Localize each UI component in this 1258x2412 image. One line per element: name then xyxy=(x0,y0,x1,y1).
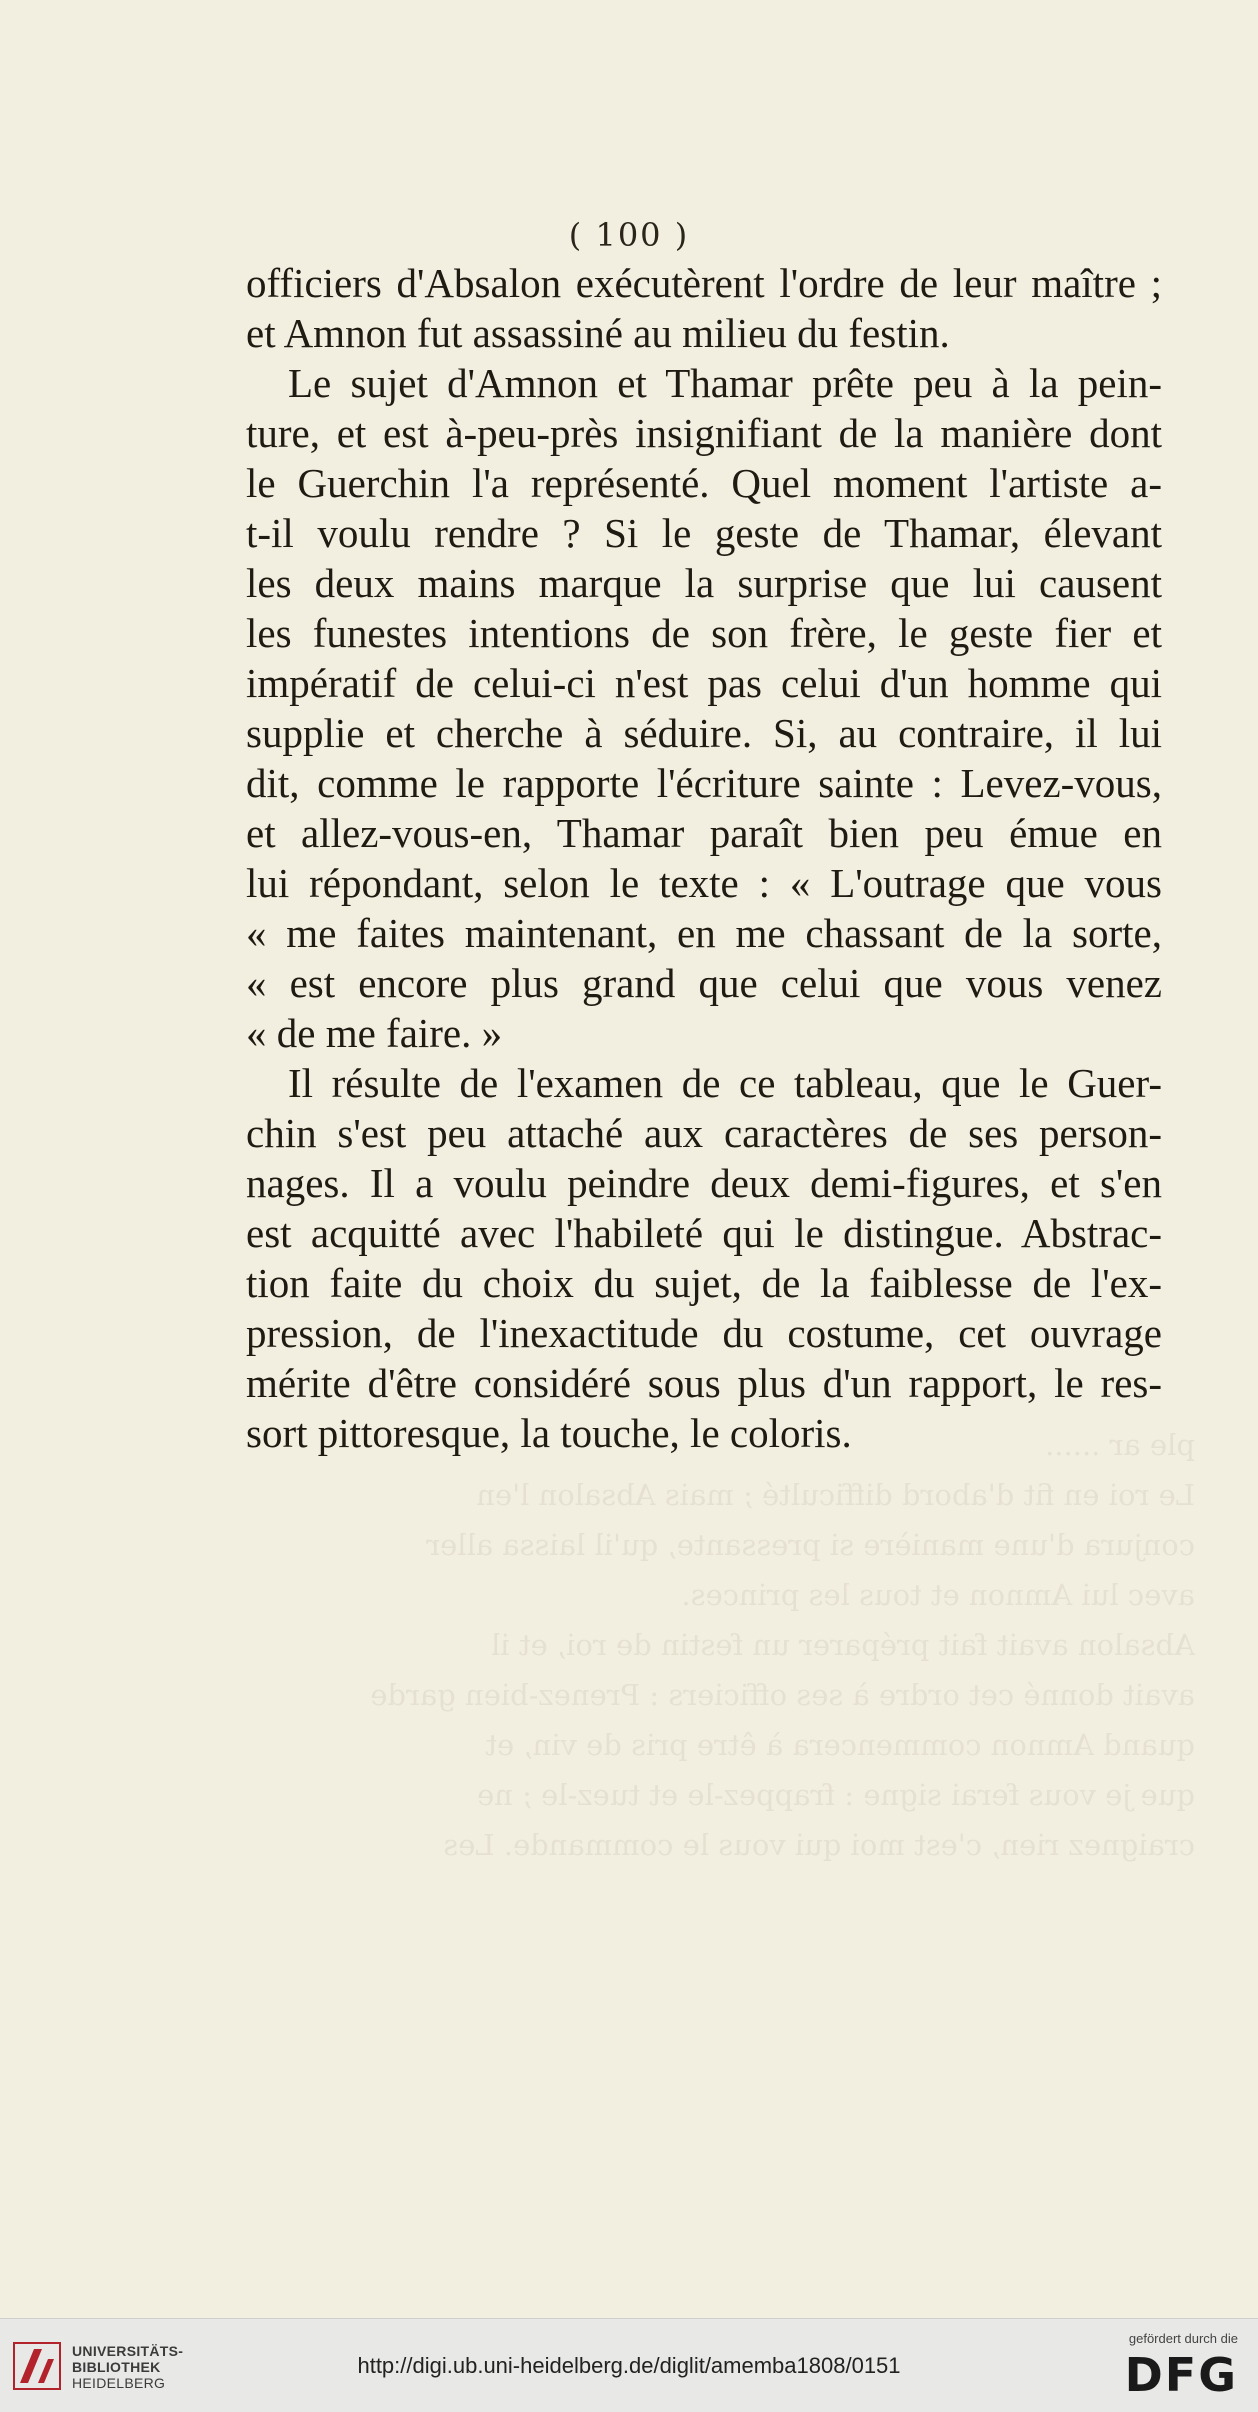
text-line: « est encore plus grand que celui que vous venez xyxy=(246,960,1162,1006)
library-name-line: BIBLIOTHEK xyxy=(72,2359,161,2375)
text-line: Le sujet d'Amnon et Thamar prête peu à la pein- xyxy=(288,360,1162,406)
funding-notice xyxy=(1068,2331,1238,2400)
text-line: les deux mains marque la surprise que lui causent xyxy=(246,560,1162,606)
library-name-line: UNIVERSITÄTS- xyxy=(72,2343,184,2359)
dfg-logo: DFG xyxy=(1124,2348,1238,2402)
text-line: les funestes intentions de son frère, le geste fier et xyxy=(246,610,1162,656)
text-line: lui répondant, selon le texte : « L'outrage que vous xyxy=(246,860,1162,906)
text-line: officiers d'Absalon exécutèrent l'ordre de leur maître ; xyxy=(246,260,1162,306)
text-line: supplie et cherche à séduire. Si, au contraire, il lui xyxy=(246,710,1162,756)
text-line: nages. Il a voulu peindre deux demi-figures, et s'en xyxy=(246,1160,1162,1206)
text-line: « de me faire. » xyxy=(246,1010,503,1056)
text-line: sort pittoresque, la touche, le coloris. xyxy=(246,1410,852,1456)
text-line: Il résulte de l'examen de ce tableau, que le Guer- xyxy=(288,1060,1162,1106)
text-line: ture, et est à-peu-près insignifiant de la manière dont xyxy=(246,410,1162,456)
text-line: tion faite du choix du sujet, de la faiblesse de l'ex- xyxy=(246,1260,1162,1306)
footer-bar xyxy=(0,2318,1258,2412)
permalink-url[interactable]: http://digi.ub.uni-heidelberg.de/diglit/amemba1808/0151 xyxy=(357,2353,901,2378)
text-line: impératif de celui-ci n'est pas celui d'un homme qui xyxy=(246,660,1162,706)
text-line: mérite d'être considéré sous plus d'un rapport, le res- xyxy=(246,1360,1162,1406)
body-text xyxy=(246,258,1162,1458)
text-line: « me faites maintenant, en me chassant de la sorte, xyxy=(246,910,1162,956)
funding-text: gefördert durch die xyxy=(1128,2331,1238,2346)
text-line: et allez-vous-en, Thamar paraît bien peu émue en xyxy=(246,810,1162,856)
library-name-line: HEIDELBERG xyxy=(72,2375,166,2391)
show-through-text: ple ar ...... Le roi en fit d'abord difficulté ; mais Absalon l'en conjura d'une manière si pressante, qu'il laissa aller avec lui Amnon et tous les princes. Absalon avait fait préparer un festin de roi, et il avait donné cet ordre à ses officiers : Prenez-bien garde quand Amnon commencera à être pris de vin, et que je vous ferai signe : frappez-le et tuez-le ; ne craignez rien, c'est moi qui vous le commande. Les xyxy=(370,1428,1195,1862)
text-line: le Guerchin l'a représenté. Quel moment l'artiste a- xyxy=(246,460,1162,506)
page-number: ( 100 ) xyxy=(568,216,690,254)
text-line: dit, comme le rapporte l'écriture sainte : Levez-vous, xyxy=(246,760,1162,806)
text-line: et Amnon fut assassiné au milieu du festin. xyxy=(246,310,950,356)
text-line: chin s'est peu attaché aux caractères de ses person- xyxy=(246,1110,1162,1156)
text-line: t-il voulu rendre ? Si le geste de Thamar, élevant xyxy=(246,510,1162,556)
text-line: est acquitté avec l'habileté qui le distingue. Abstrac- xyxy=(246,1210,1162,1256)
text-line: pression, de l'inexactitude du costume, cet ouvrage xyxy=(246,1310,1162,1356)
